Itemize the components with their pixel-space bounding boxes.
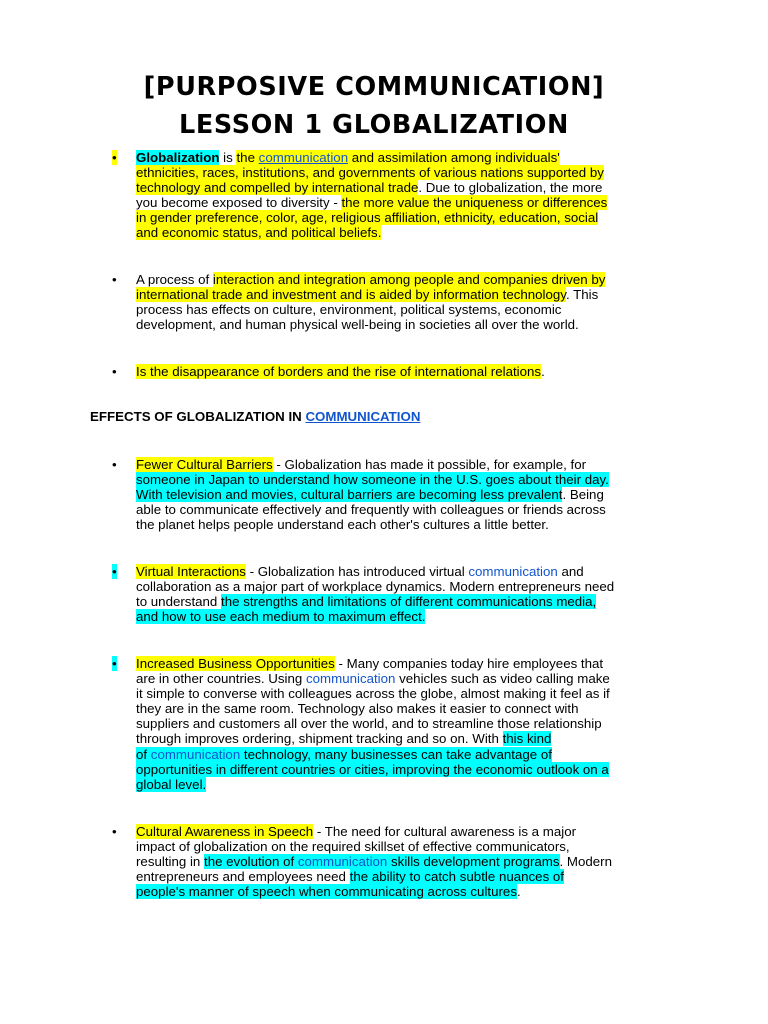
document-title-line-1: [PURPOSIVE COMMUNICATION]	[143, 72, 605, 102]
bullet-marker: •	[112, 150, 117, 165]
communication-link[interactable]: communication	[306, 671, 396, 687]
definition-text-2: A process of interaction and integration among people and companies driven by international trade and investment and is aided by information technology. This process has effects on culture, environment, political systems, economic development, and human physical well-being in societies all over the world.	[136, 272, 606, 333]
bullet-marker: •	[112, 364, 117, 379]
communication-link[interactable]: communication	[150, 746, 241, 762]
communication-link[interactable]: communication	[258, 150, 349, 165]
effect-title: Cultural Awareness in Speech	[136, 824, 314, 839]
effect-title: Increased Business Opportunities	[136, 656, 335, 671]
bullet-marker: •	[112, 656, 117, 671]
bullet-marker: •	[112, 564, 117, 579]
definition-text-1: Globalization is the communication and assimilation among individuals' ethnicities, races, institutions, and governments of various nations supported by technology and compelled by international trade. Due to globalization, the more you become exposed to diversity - the more value the uniqueness or differences in gender preference, color, age, religious affiliation, ethnicity, education, social and economic status, and political beliefs.	[136, 150, 608, 241]
effect-text-4: Cultural Awareness in Speech - The need for cultural awareness is a major impact of globalization on the required skillset of effective communicators, resulting in the evolution of communication skills development programs. Modern entrepreneurs and employees need the ability to catch subtle nuances of people's manner of speech when communicating across cultures.	[136, 824, 613, 900]
section-heading-link[interactable]: COMMUNICATION	[305, 409, 421, 424]
globalization-term: Globalization	[136, 150, 220, 165]
document-title-line-2: LESSON 1 GLOBALIZATION	[179, 110, 569, 140]
effect-text-3: Increased Business Opportunities - Many companies today hire employees that are in other countries. Using communication vehicles such as video calling make it simple to converse with colleagues across the globe, almost making it feel as if they are in the same room. Technology also makes it easier to connect with suppliers and customers all over the world, and to streamline those relationship through improves ordering, shipment tracking and so on. With this kind of communication technology, many businesses can take advantage of opportunities in different countries or cities, improving the economic outlook on a global level.	[136, 656, 610, 792]
communication-link[interactable]: communication	[468, 564, 558, 579]
section-heading: EFFECTS OF GLOBALIZATION IN COMMUNICATION	[90, 409, 421, 424]
effect-text-2: Virtual Interactions - Globalization has introduced virtual communication and collaboration as a major part of workplace dynamics. Modern entrepreneurs need to understand the strengths and limitations of different communications media, and how to use each medium to maximum effect.	[136, 564, 615, 625]
bullet-marker: •	[112, 272, 117, 287]
definition-text-3: Is the disappearance of borders and the rise of international relations.	[136, 364, 545, 379]
communication-link[interactable]: communication	[297, 854, 388, 870]
effect-text-1: Fewer Cultural Barriers - Globalization has made it possible, for example, for someone in Japan to understand how someone in the U.S. goes about their day. With television and movies, cultural barriers are becoming less prevalent. Being able to communicate effectively and frequently with colleagues or friends across the planet helps people understand each other's cultures a little better.	[136, 457, 609, 533]
bullet-marker: •	[112, 824, 117, 839]
effect-title: Fewer Cultural Barriers	[136, 457, 273, 472]
bullet-marker: •	[112, 457, 117, 472]
effect-title: Virtual Interactions	[136, 564, 246, 579]
